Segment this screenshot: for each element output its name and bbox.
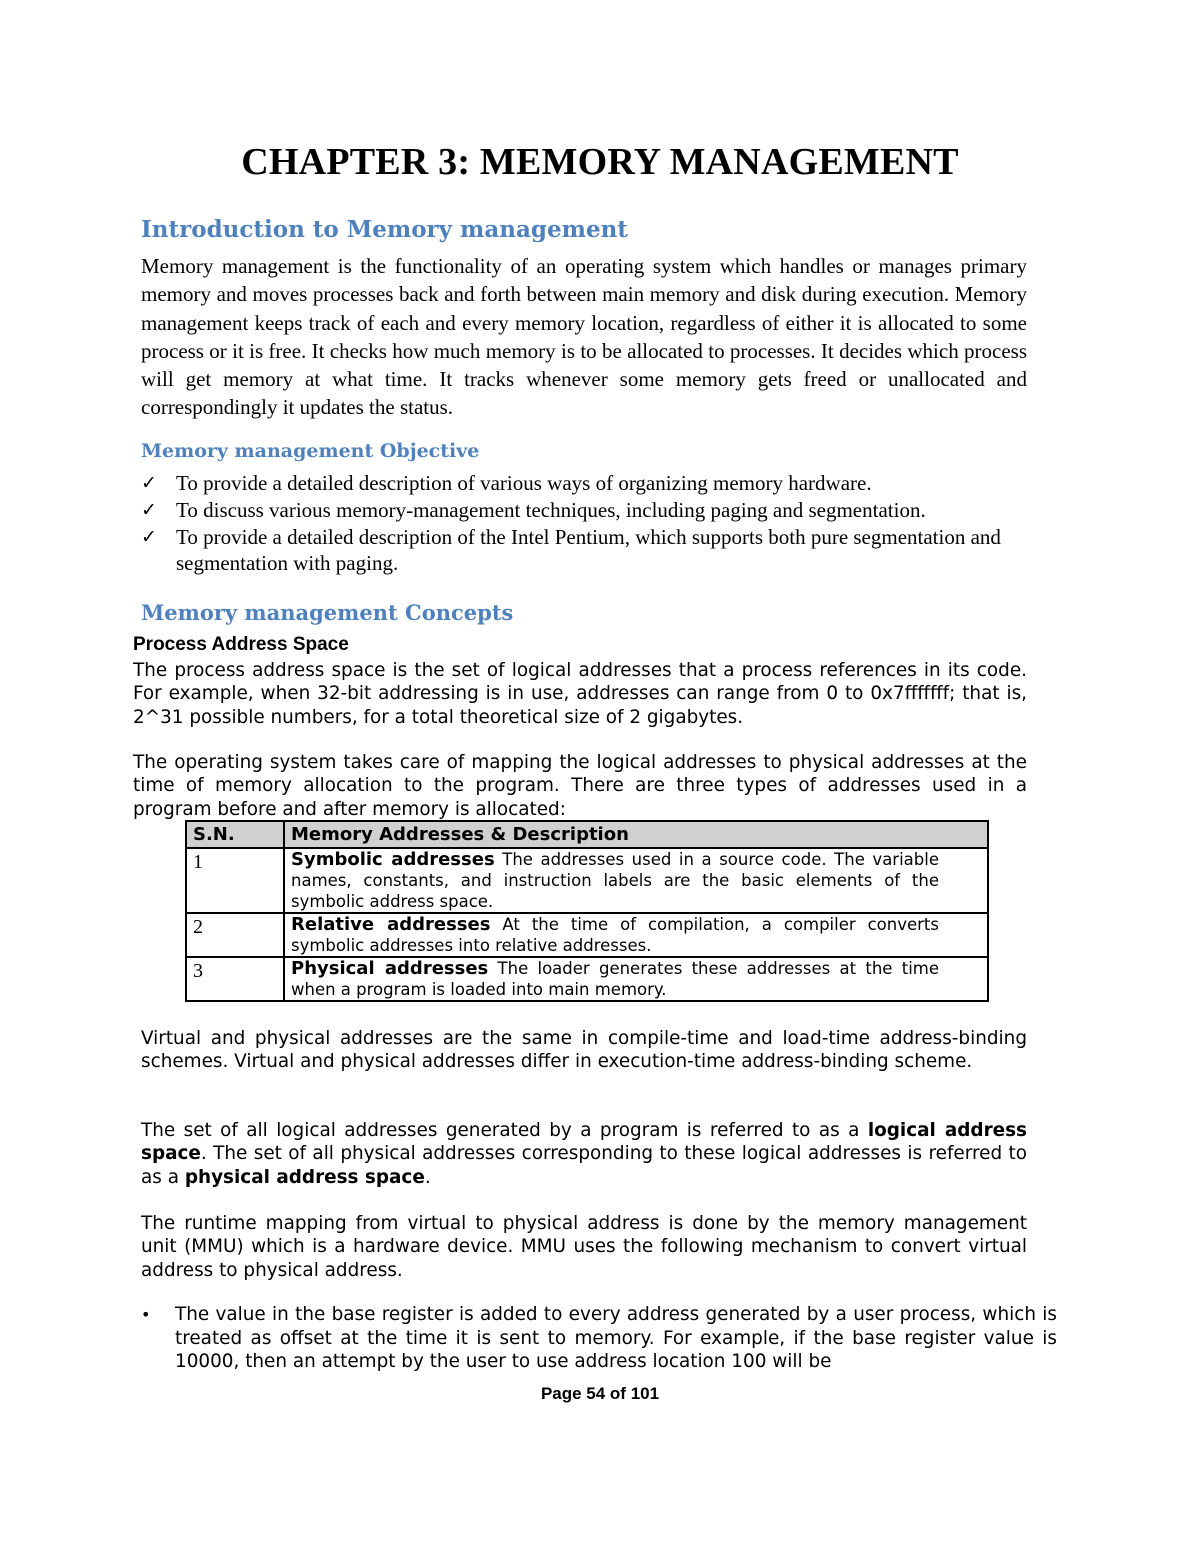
objective-heading: Memory management Objective [141,440,480,462]
text-run: . [424,1166,431,1188]
mmu-paragraph: The runtime mapping from virtual to physical address is done by the memory management unit (MMU) which is a hardware device. MMU uses the following mechanism to convert virtual address to physical address. [141,1213,1027,1281]
row-sn: 2 [186,913,284,957]
concepts-paragraph-1: The process address space is the set of logical addresses that a process references in its code. For example, when 32-bit addressing is in use, addresses can range from 0 to 0x7fffffff; that is, 2^31 possible numbers, for a total theoretical size of 2 gigabytes. [133,660,1027,728]
objective-list [141,470,1041,577]
page-number: Page 54 of 101 [540,1384,660,1403]
checkmark-icon: ✓ [141,472,157,494]
address-space-paragraph [141,1119,1027,1189]
concepts-heading: Memory management Concepts [141,600,514,625]
objective-item [141,497,1041,524]
chapter-title: CHAPTER 3: MEMORY MANAGEMENT [241,141,959,183]
objective-item-text: To discuss various memory-management techniques, including paging and segmentation. [176,497,926,522]
intro-paragraph: Memory management is the functionality of an operating system which handles or manages primary memory and moves processes back and forth between main memory and disk during execution. Memory management keeps track of each and every memory location, regardless of either it is allocated to some process or it is free. It checks how much memory is to be allocated to processes. It decides which process will get memory at what time. It tracks whenever some memory gets freed or unallocated and correspondingly it updates the status. [141,254,1027,420]
objective-item-text: To provide a detailed description of the Intel Pentium, which supports both pure segmentation and segmentation with paging. [176,524,1001,576]
physical-address-space-term: physical address space [184,1166,425,1188]
header-sn: S.N. [186,821,284,848]
table-row [186,848,988,913]
header-description: Memory Addresses & Description [284,821,988,848]
bullet-icon: • [141,1305,151,1324]
checkmark-icon: ✓ [141,525,157,548]
row-description [284,913,988,957]
objective-item [141,470,1041,497]
text-run: The set of all logical addresses generated by a program is referred to as a [141,1120,868,1141]
table-row [186,957,988,1001]
row-text: At the time of compilation, a compiler converts symbolic addresses into relative addresses. [291,915,939,955]
row-sn: 3 [186,957,284,1001]
concepts-paragraph-2: The operating system takes care of mapping the logical addresses to physical addresses at the time of memory allocation to the program. There are three types of addresses used in a program before and after memory is allocated: [133,752,1027,820]
intro-heading: Introduction to Memory management [141,216,628,243]
binding-paragraph: Virtual and physical addresses are the same in compile-time and load-time address-binding schemes. Virtual and physical addresses differ in execution-time address-binding scheme. [141,1028,1027,1073]
row-term: Symbolic addresses [291,849,495,870]
table-header-row [186,821,988,848]
row-text: The loader generates these addresses at the time when a program is loaded into main memory. [291,959,940,999]
table-row [186,913,988,957]
objective-item [141,524,1041,578]
bullet-text: The value in the base register is added to every address generated by a user process, which is treated as offset at the time it is sent to memory. For example, if the base register value is 10000, then an attempt by the user to use address location 100 will be [175,1304,1057,1372]
logical-address-space-term: logical address space [141,1120,1027,1165]
objective-item-text: To provide a detailed description of various ways of organizing memory hardware. [176,471,872,495]
process-address-space-heading: Process Address Space [133,634,349,655]
address-types-table [185,820,989,1002]
text-run: . The set of all physical addresses corresponding to these logical addresses is referred to as a [141,1143,1027,1188]
row-description [284,957,988,1001]
row-description [284,848,988,913]
list-item [141,1303,1057,1374]
row-text: The addresses used in a source code. The variable names, constants, and instruction labels are the basic elements of the symbolic address space. [291,850,939,911]
row-sn: 1 [186,848,284,913]
mmu-bullet-list [141,1303,1057,1374]
row-term: Relative addresses [291,914,491,935]
checkmark-icon: ✓ [141,498,157,521]
row-term: Physical addresses [291,958,489,979]
